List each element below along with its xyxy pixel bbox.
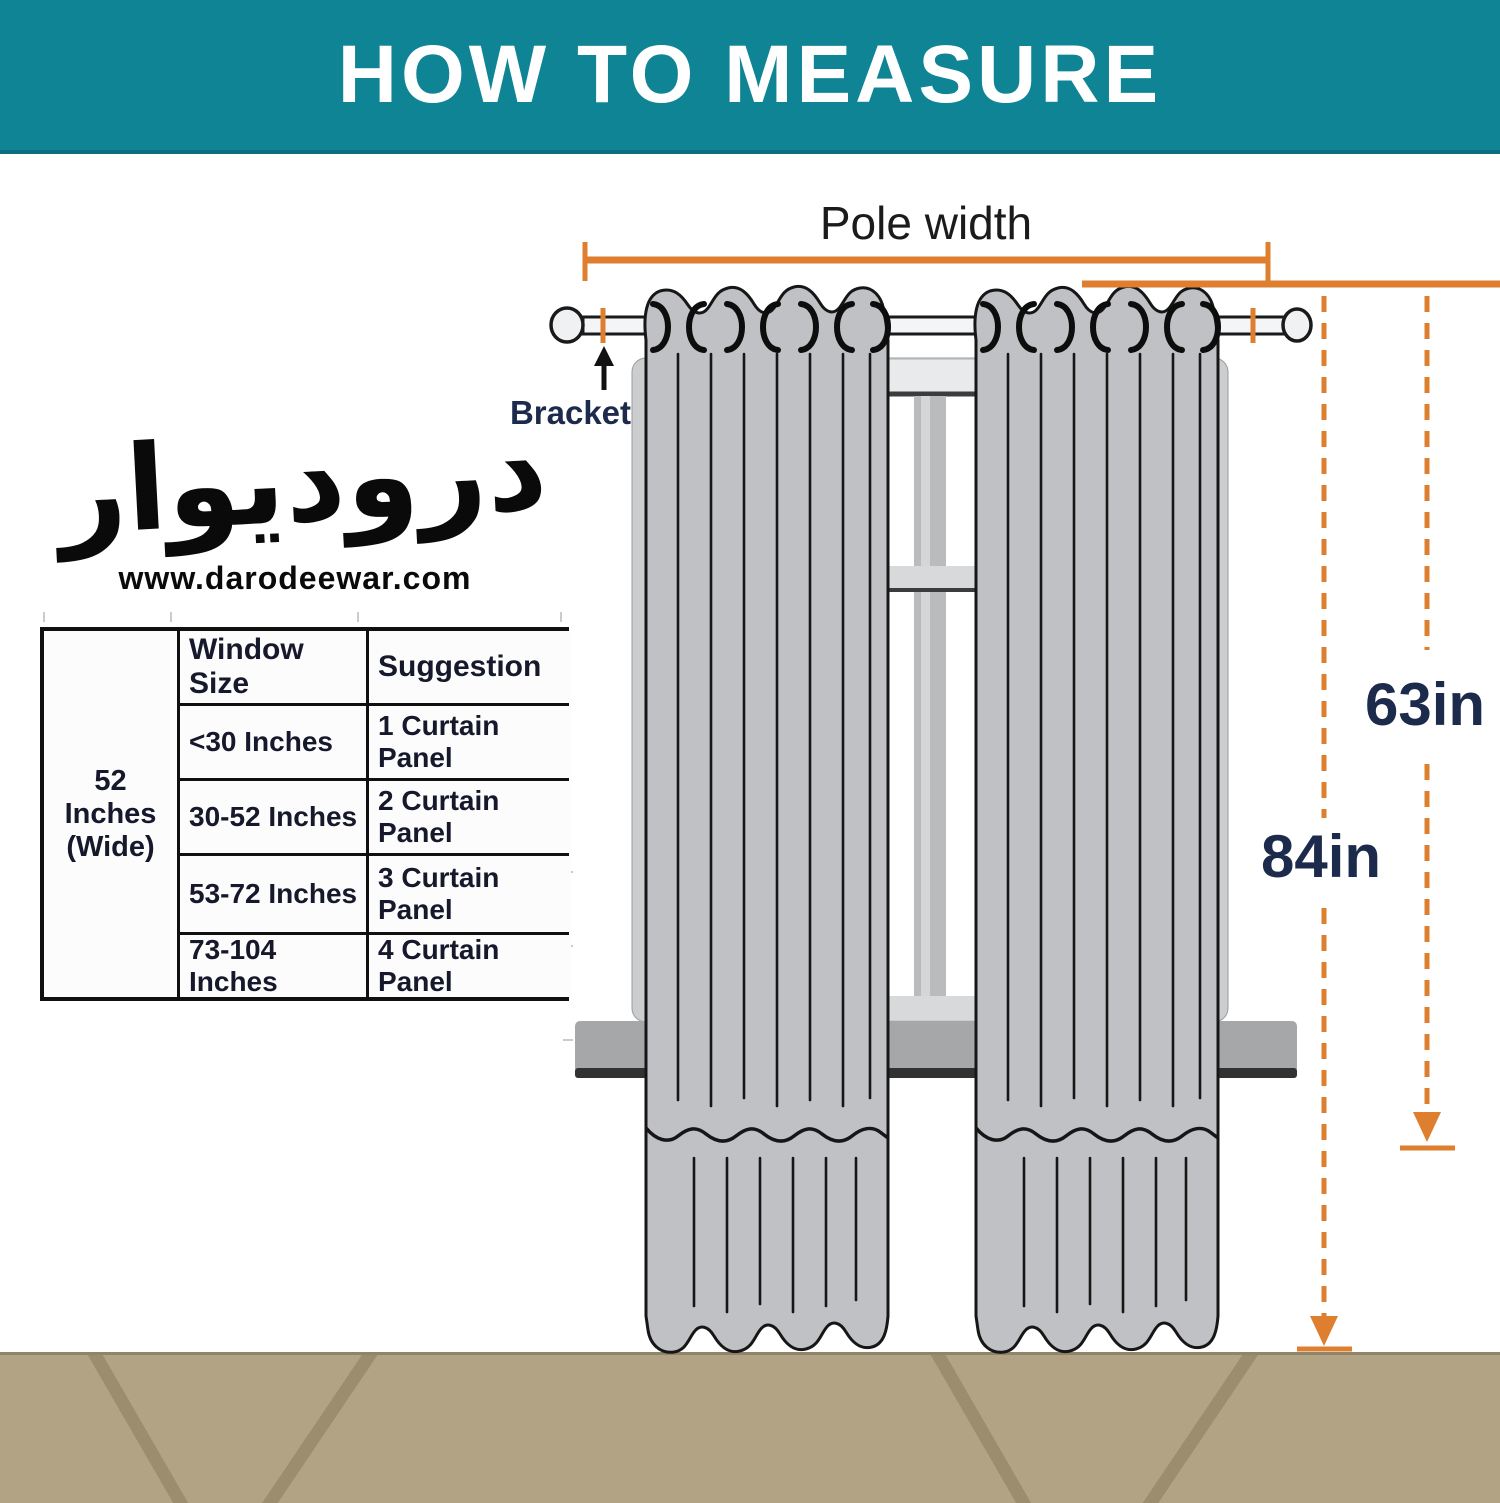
rod-finial-left (551, 308, 583, 342)
table-row-header: 52 Inches (Wide) (44, 631, 177, 997)
size-suggestion-table (40, 627, 569, 1001)
pole-width-label: Pole width (819, 197, 1033, 249)
bracket-arrow-icon (594, 346, 614, 390)
curtain-panel-right (975, 286, 1218, 1352)
table-cell-window-size: 30-52 Inches (180, 781, 366, 853)
table-cell-window-size: <30 Inches (180, 706, 366, 778)
length-label-63in: 63in (1350, 670, 1500, 739)
table-col-suggestion: Suggestion (369, 631, 571, 703)
table-cell-suggestion: 1 Curtain Panel (369, 706, 571, 778)
table-cell-window-size: 73-104 Inches (180, 935, 366, 997)
table-cell-suggestion: 2 Curtain Panel (369, 781, 571, 853)
rod-finial-right (1283, 309, 1311, 341)
page-title: HOW TO MEASURE (337, 29, 1163, 120)
length-label-84in: 84in (1246, 822, 1396, 891)
curtain-panel-left (645, 286, 888, 1352)
table-col-window-size: Window Size (180, 631, 366, 703)
brand-calligraphy-logo: درودیوار (54, 398, 551, 562)
brand-website-url: www.darodeewar.com (118, 560, 472, 596)
table-cell-suggestion: 4 Curtain Panel (369, 935, 571, 997)
table-cell-suggestion: 3 Curtain Panel (369, 856, 571, 932)
bracket-label: Bracket (509, 394, 632, 431)
table-cell-window-size: 53-72 Inches (180, 856, 366, 932)
